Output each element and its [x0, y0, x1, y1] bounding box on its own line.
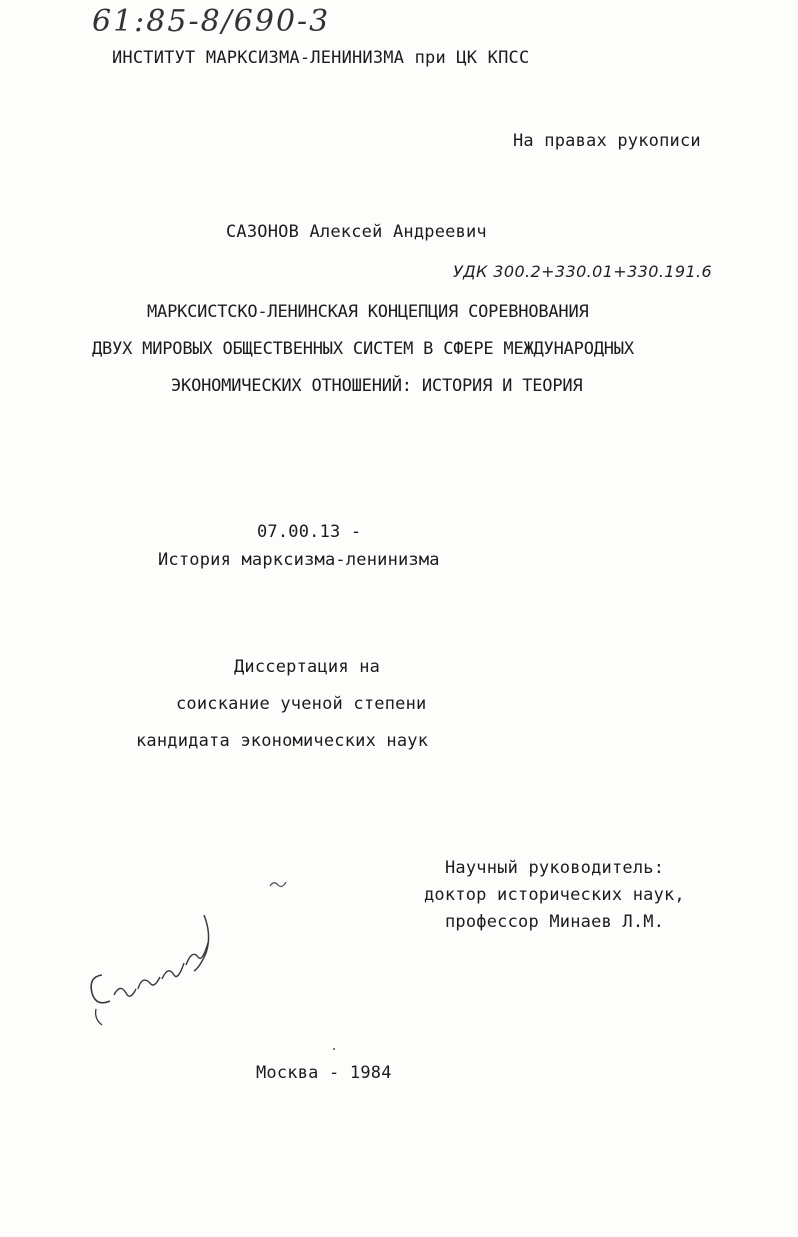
ink-dot — [330, 1046, 338, 1052]
supervisor-line-3: профессор Минаев Л.М. — [445, 912, 665, 932]
title-line-2: ДВУХ МИРОВЫХ ОБЩЕСТВЕННЫХ СИСТЕМ В СФЕРЕ МЕЖДУНАРОДНЫХ — [92, 339, 634, 359]
place-and-year: Москва - 1984 — [256, 1063, 392, 1083]
ink-mark — [268, 878, 288, 892]
institute-header: ИНСТИТУТ МАРКСИЗМА-ЛЕНИНИЗМА при ЦК КПСС — [112, 48, 530, 68]
udk-code: УДК 300.2+330.01+330.191.6 — [453, 262, 713, 281]
specialty-name: История марксизма-ленинизма — [158, 550, 440, 570]
manuscript-rights: На правах рукописи — [513, 131, 701, 151]
signature-handwritten — [80, 905, 240, 1035]
dissertation-line-1: Диссертация на — [234, 657, 381, 677]
specialty-code: 07.00.13 - — [257, 522, 362, 542]
supervisor-line-2: доктор исторических наук, — [424, 885, 685, 905]
dissertation-line-2: соискание ученой степени — [176, 694, 427, 714]
author-name: САЗОНОВ Алексей Андреевич — [226, 222, 487, 242]
title-line-3: ЭКОНОМИЧЕСКИХ ОТНОШЕНИЙ: ИСТОРИЯ И ТЕОРИЯ — [171, 376, 583, 396]
archive-number-handwritten: 61:85-8/690-3 — [92, 4, 331, 39]
title-line-1: МАРКСИСТСКО-ЛЕНИНСКАЯ КОНЦЕПЦИЯ СОРЕВНОВАНИЯ — [147, 302, 589, 322]
supervisor-line-1: Научный руководитель: — [445, 858, 665, 878]
dissertation-line-3: кандидата экономических наук — [136, 731, 429, 751]
